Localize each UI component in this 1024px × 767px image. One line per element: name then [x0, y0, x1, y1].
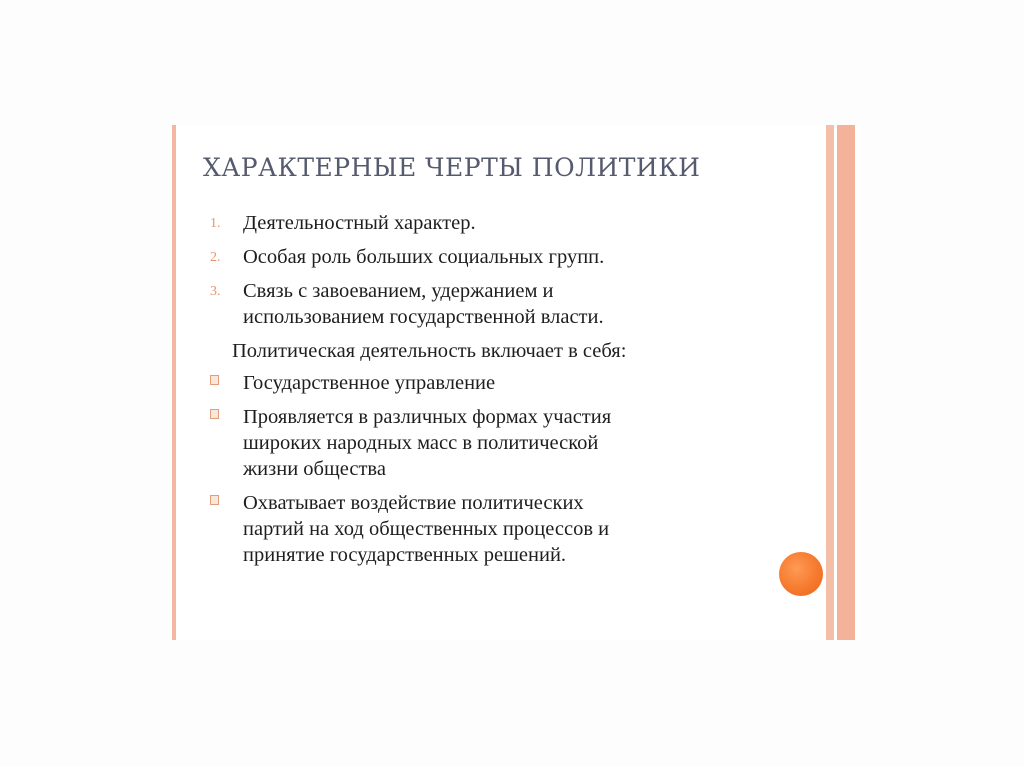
item-text-line: Охватывает воздействие политических — [243, 492, 584, 514]
bullet-item-2 — [210, 404, 810, 482]
item-text-line: Особая роль больших социальных групп. — [243, 246, 605, 268]
number-marker: 3. — [210, 284, 221, 299]
numbered-item-2 — [210, 244, 810, 270]
square-bullet-icon — [210, 409, 219, 419]
slide-right-stripe-thin — [826, 125, 834, 640]
subheading: Политическая деятельность включает в себя: — [232, 340, 627, 362]
item-text-line: Проявляется в различных формах участия — [243, 406, 612, 428]
slide-content — [210, 210, 810, 576]
item-text-line: Деятельностный характер. — [243, 212, 476, 234]
number-marker: 1. — [210, 216, 221, 231]
item-text-line: Государственное управление — [243, 372, 496, 394]
item-text-line: широких народных масс в политической — [243, 432, 599, 454]
bullet-item-1 — [210, 370, 810, 396]
item-text-line: партий на ход общественных процессов и — [243, 518, 610, 540]
item-text-line: Связь с завоеванием, удержанием и — [243, 280, 554, 302]
item-text-line: использованием государственной власти. — [243, 306, 604, 328]
item-text-line: принятие государственных решений. — [243, 544, 567, 566]
slide-title: ХАРАКТЕРНЫЕ ЧЕРТЫ ПОЛИТИКИ — [203, 153, 701, 182]
item-text-line: жизни общества — [243, 458, 386, 480]
numbered-item-1 — [210, 210, 810, 236]
slide-left-border — [172, 125, 176, 640]
number-marker: 2. — [210, 250, 221, 265]
numbered-item-3 — [210, 278, 810, 330]
slide-right-stripe-wide — [837, 125, 855, 640]
square-bullet-icon — [210, 495, 219, 505]
bullet-item-3 — [210, 490, 810, 568]
square-bullet-icon — [210, 375, 219, 385]
